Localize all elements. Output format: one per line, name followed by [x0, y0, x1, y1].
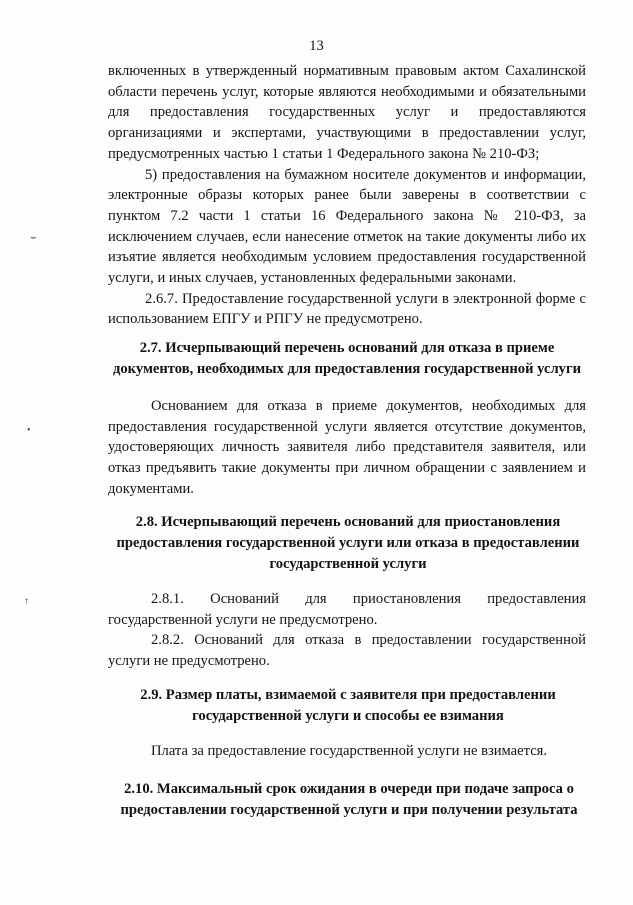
text-block-2-7	[108, 396, 586, 500]
text-block-2-8	[108, 589, 586, 672]
scan-speck-mark: ↑	[24, 596, 29, 607]
text-block-2-9	[108, 741, 586, 762]
paragraph-2-6-7: 2.6.7. Предоставление государственной услуги в электронной форме с использованием ЕПГУ и РПГУ не предусмотрено.	[108, 290, 586, 328]
paragraph-continuation: включенных в утвержденный нормативным правовым актом Сахалинской области перечень услуг, которые являются необходимыми и обязательными для предоставления государственных услуг и предоставляются организациями и экспертами, участвующими в предоставлении услуг, предусмотренных частью 1 статьи 1 Федерального закона № 210-ФЗ;	[108, 63, 586, 162]
heading-2-9: 2.9. Размер платы, взимаемой с заявителя при предоставлении государственной услуги и способы ее взимания	[140, 687, 556, 724]
paragraph-2-9: Плата за предоставление государственной услуги не взимается.	[151, 743, 548, 759]
paragraph-2-8-2: 2.8.2. Оснований для отказа в предоставлении государственной услуги не предусмотрено.	[108, 632, 586, 670]
paragraph-item-5: 5) предоставления на бумажном носителе документов и информации, электронные образы которых ранее были заверены в соответствии с пунктом 7.2 части 1 статьи 16 Федерального закона № 210-ФЗ, за исключением случаев, если нанесение отметок на такие документы либо их изъятие является необходимым условием предоставления государственной услуги, и иных случаев, установленных федеральными законами.	[108, 166, 586, 287]
paragraph-2-8-1: 2.8.1. Оснований для приостановления предоставления государственной услуги не предусмотрено.	[108, 591, 586, 628]
page-number: 13	[309, 38, 324, 54]
heading-2-7: 2.7. Исчерпывающий перечень оснований для отказа в приеме документов, необходимых для предоставления государственной услуги	[113, 340, 581, 377]
scan-speck-mark: •	[27, 425, 31, 436]
heading-2-10: 2.10. Максимальный срок ожидания в очереди при подаче запроса о предоставлении государственной услуги и при получении результата	[120, 781, 578, 818]
text-block-continuation	[108, 61, 586, 330]
scan-speck-mark: ⌣	[30, 232, 37, 243]
heading-2-8: 2.8. Исчерпывающий перечень оснований для приостановления предоставления государственной услуги или отказа в предоставлении государственной услуги	[116, 514, 580, 572]
paragraph-2-7: Основанием для отказа в приеме документов, необходимых для предоставления государственной услуги является отсутствие документов, удостоверяющих личность заявителя либо представителя заявителя, или отказ предъявить такие документы при личном обращении с заявлением и документами.	[108, 398, 586, 497]
